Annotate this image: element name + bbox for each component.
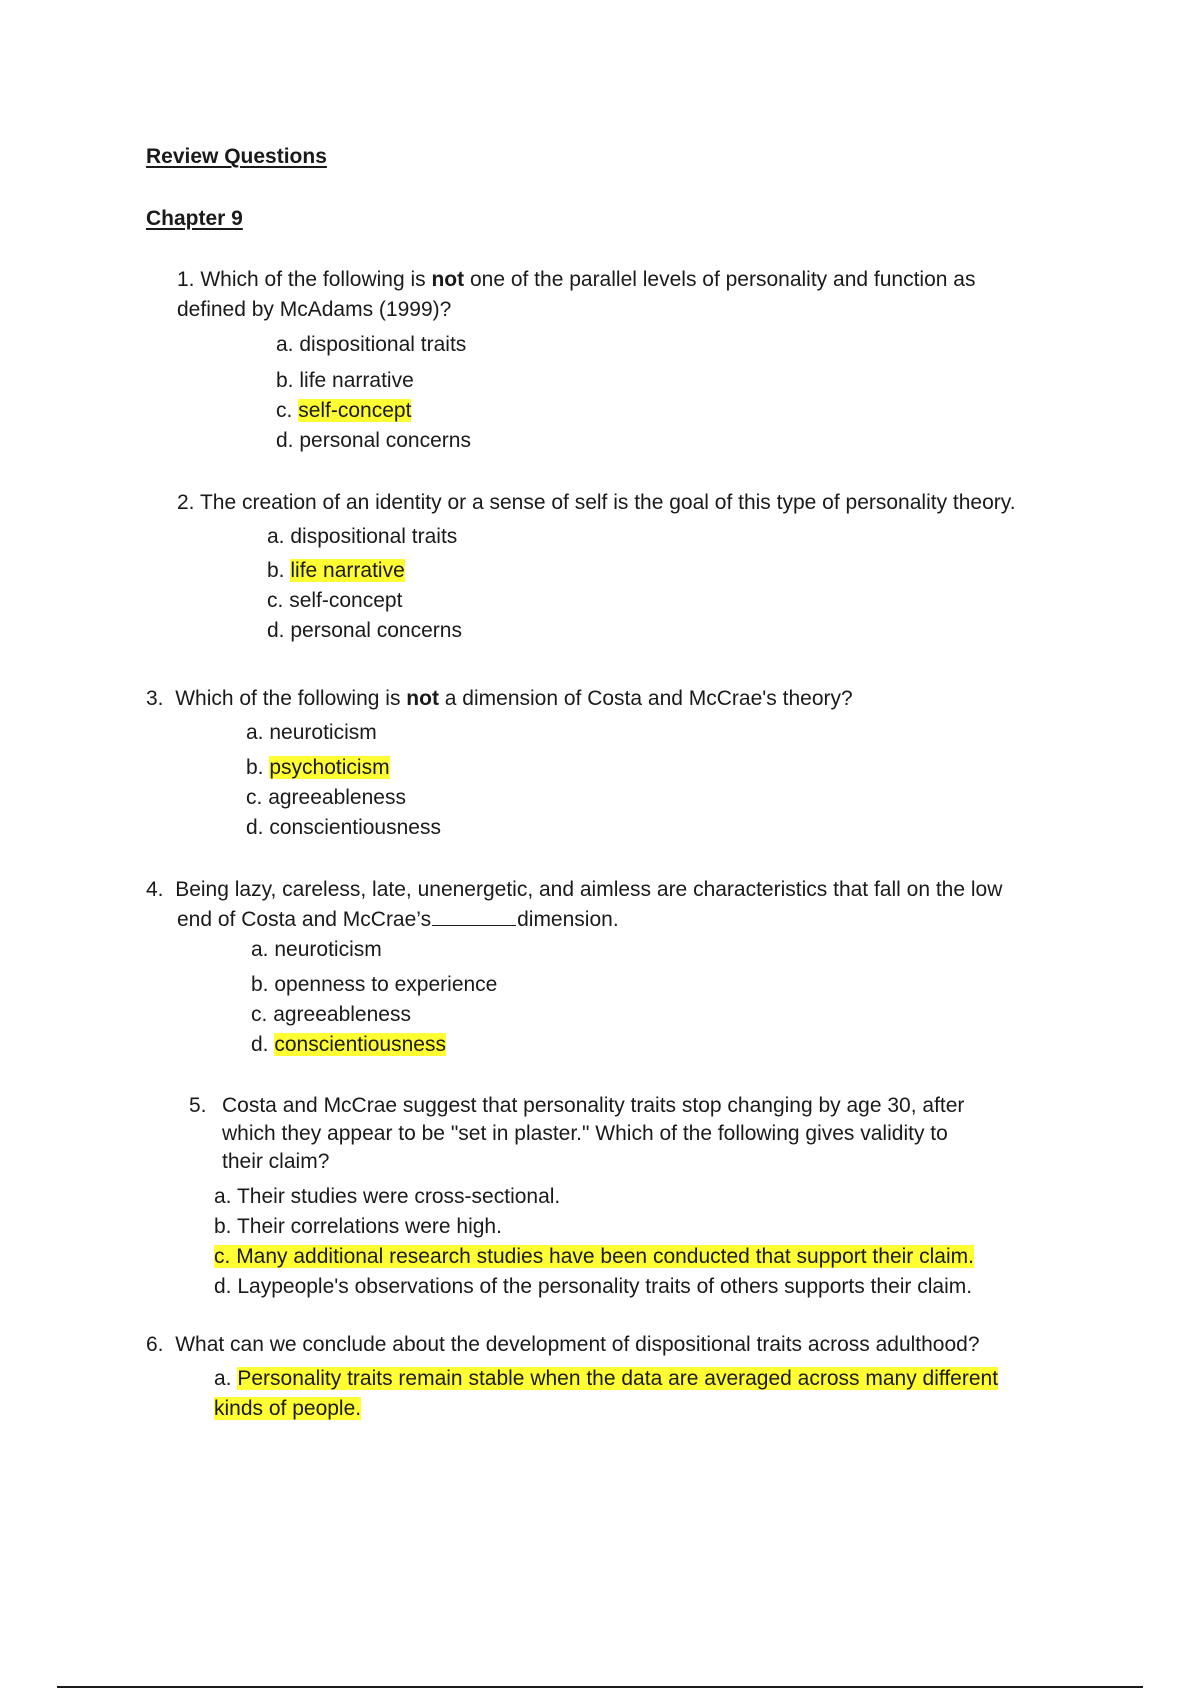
page-title: Review Questions	[146, 145, 327, 168]
answer-highlight: psychoticism	[269, 756, 390, 779]
option-a: a. dispositional traits	[267, 525, 458, 548]
question-stem: 2. The creation of an identity or a sense of self is the goal of this type of personality theory.	[177, 491, 1016, 514]
option-b-answer: b. life narrative	[267, 559, 405, 582]
option-b: b. openness to experience	[251, 973, 498, 996]
option-a: a. Their studies were cross-sectional.	[214, 1185, 561, 1208]
option-a: a. neuroticism	[251, 938, 382, 961]
question-stem: 1. Which of the following is not one of the parallel levels of personality and function as	[177, 268, 976, 291]
question-stem: 4. Being lazy, careless, late, unenergetic, and aimless are characteristics that fall on the low	[146, 878, 1003, 901]
option-b: b. Their correlations were high.	[214, 1215, 502, 1238]
question-stem-line2: end of Costa and McCrae’s dimension.	[177, 908, 619, 931]
option-a-answer: a. Personality traits remain stable when the data are averaged across many different	[214, 1367, 999, 1390]
question-stem: 6. What can we conclude about the development of dispositional traits across adulthood?	[146, 1333, 980, 1356]
answer-highlight: Personality traits remain stable when the data are averaged across many different	[237, 1367, 999, 1390]
option-a-answer-line2	[214, 1397, 361, 1421]
question-stem-line2: which they appear to be "set in plaster." Which of the following gives validity to	[222, 1122, 948, 1145]
answer-highlight: life narrative	[290, 559, 405, 582]
option-d: d. personal concerns	[267, 619, 462, 642]
option-b-answer: b. psychoticism	[246, 756, 390, 779]
chapter-heading: Chapter 9	[146, 207, 243, 230]
question-stem-line2: defined by McAdams (1999)?	[177, 298, 452, 321]
answer-highlight: c. Many additional research studies have been conducted that support their claim.	[214, 1245, 974, 1268]
option-d: d. Laypeople's observations of the personality traits of others supports their claim.	[214, 1275, 973, 1298]
answer-highlight: self-concept	[298, 399, 412, 422]
option-d: d. conscientiousness	[246, 816, 441, 839]
option-c: c. agreeableness	[246, 786, 406, 809]
option-b: b. life narrative	[276, 369, 414, 392]
answer-highlight: kinds of people.	[214, 1397, 362, 1420]
option-c: c. agreeableness	[251, 1003, 411, 1026]
fill-in-blank	[432, 908, 516, 926]
option-d: d. personal concerns	[276, 429, 471, 452]
option-d-answer: d. conscientiousness	[251, 1033, 446, 1056]
question-number: 5.	[189, 1094, 207, 1117]
option-a: a. neuroticism	[246, 721, 377, 744]
option-c-answer: c. self-concept	[276, 399, 412, 422]
question-stem-line3: their claim?	[222, 1150, 330, 1173]
page-bottom-rule	[57, 1686, 1143, 1688]
option-c-answer	[214, 1245, 974, 1269]
option-a: a. dispositional traits	[276, 333, 467, 356]
question-stem: 3. Which of the following is not a dimension of Costa and McCrae's theory?	[146, 687, 853, 710]
option-c: c. self-concept	[267, 589, 403, 612]
question-stem: Costa and McCrae suggest that personality traits stop changing by age 30, after	[222, 1094, 965, 1117]
answer-highlight: conscientiousness	[274, 1033, 446, 1056]
